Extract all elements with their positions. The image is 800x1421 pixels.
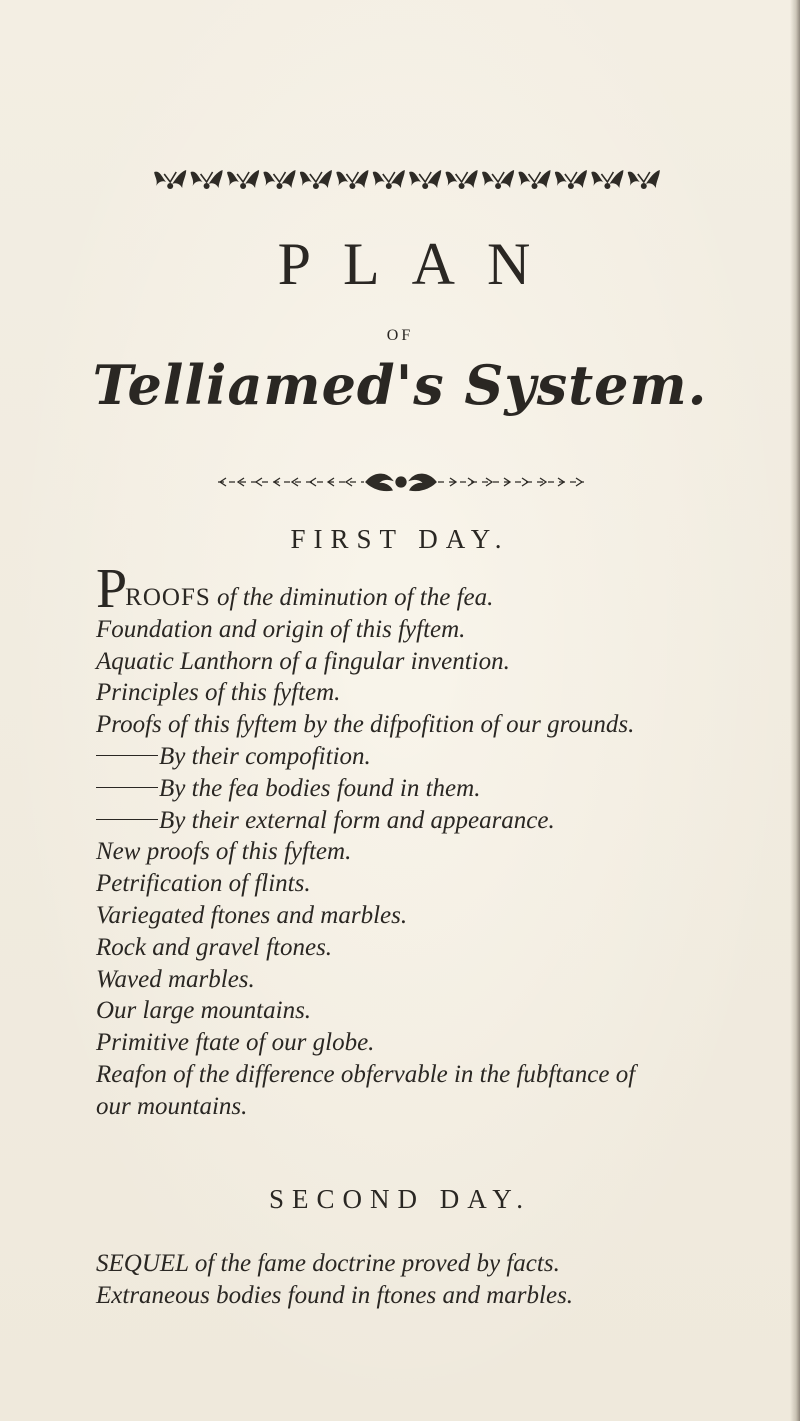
heading-of: OF (386, 327, 414, 344)
list-item (96, 741, 736, 773)
list-item: Primitive ftate of our globe. (96, 1029, 375, 1057)
fleuron-icon (264, 170, 296, 189)
list-item (96, 773, 736, 805)
drop-cap: P (96, 558, 128, 620)
list-item (96, 1059, 736, 1123)
fleuron-icon (591, 170, 623, 189)
list-item: Waved marbles. (96, 965, 255, 993)
entry-text: of the fame doctrine proved by facts. (188, 1250, 560, 1277)
fleuron-icon (154, 170, 186, 189)
list-item: Our large mountains. (96, 997, 312, 1025)
list-item (96, 1248, 736, 1280)
fleuron-icon (446, 170, 478, 189)
entry-text: By the fea bodies found in them. (159, 774, 481, 802)
em-dash-rule (96, 755, 158, 756)
list-item: Principles of this fyftem. (96, 679, 341, 707)
entry-text: By their compofition. (159, 742, 371, 770)
fleuron-icon (191, 170, 223, 189)
heading-system-title: Telliamed's System. (92, 353, 708, 417)
fleuron-icon (373, 170, 405, 189)
list-item: Rock and gravel ftones. (96, 933, 333, 961)
second-day-heading: SECOND DAY. (268, 1184, 532, 1214)
entry-lead-word: ROOFS (125, 584, 211, 611)
fleuron-icon (519, 170, 551, 189)
fleuron-icon (555, 170, 587, 189)
list-item: Extraneous bodies found in ftones and marbles. (96, 1281, 574, 1309)
list-item: Petrification of flints. (96, 870, 311, 898)
entry-text: By their external form and appearance. (159, 806, 555, 834)
list-item: Foundation and origin of this fyftem. (96, 615, 466, 643)
entry-lead-word: SEQUEL (96, 1250, 189, 1277)
entry-text: of the diminution of the fea. (210, 584, 494, 611)
fleuron-icon (300, 170, 332, 189)
list-item: Variegated ftones and marbles. (96, 901, 408, 929)
list-item: New proofs of this fyftem. (96, 838, 352, 866)
fleuron-icon (628, 170, 660, 189)
first-day-heading: FIRST DAY. (290, 524, 510, 554)
fleuron-row-icon (152, 166, 662, 194)
entry-text: Reafon of the difference obfervable in the fubftance of (96, 1060, 636, 1088)
first-day-contents (96, 558, 736, 1123)
list-item (96, 558, 736, 620)
fleuron-icon (336, 170, 368, 189)
entry-text-continuation: our mountains. (96, 1092, 248, 1120)
list-item: Aquatic Lanthorn of a fingular invention. (96, 647, 510, 675)
heading-plan: PLAN (277, 231, 563, 297)
second-day-contents (96, 1248, 736, 1312)
fleuron-icon (482, 170, 514, 189)
arrow-fleuron-divider-icon (214, 470, 588, 494)
list-item: Proofs of this fyftem by the difpofition of our grounds. (96, 711, 635, 739)
list-item (96, 805, 736, 837)
em-dash-rule (96, 819, 158, 820)
em-dash-rule (96, 787, 158, 788)
fleuron-icon (227, 170, 259, 189)
fleuron-icon (409, 170, 441, 189)
